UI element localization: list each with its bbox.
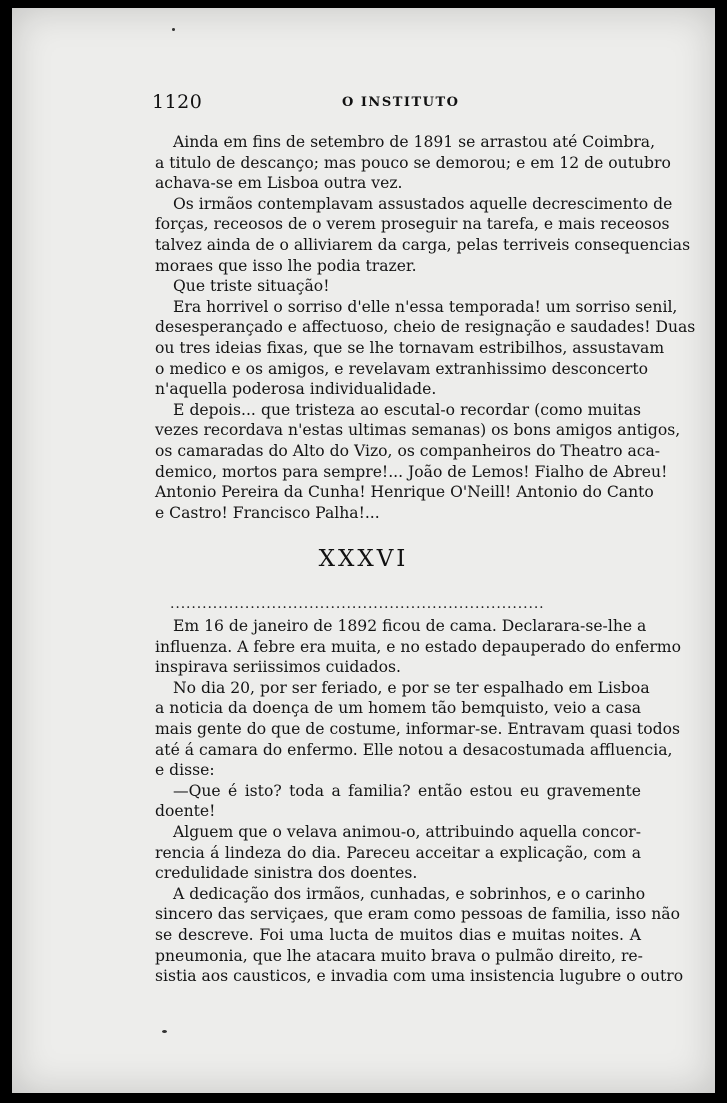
text-line: sincero das serviçaes, que eram como pessoas de familia, isso não [155,905,680,924]
dotted-separator: ...................................................................... [170,596,545,612]
text-line: inspirava seriissimos cuidados. [155,658,401,677]
text-line: Alguem que o velava animou-o, attribuindo aquella concor- [173,822,641,841]
text-line: a titulo de descanço; mas pouco se demorou; e em 12 de outubro [155,153,671,172]
text-line: influenza. A febre era muita, e no estado depauperado do enfermo [155,637,681,656]
text-line: e disse: [155,761,215,780]
ink-speck [172,28,175,31]
text-line: Era horrivel o sorriso d'elle n'essa temporada! um sorriso senil, [173,297,678,316]
text-line: forças, receosos de o verem proseguir na tarefa, e mais receosos [155,215,670,234]
text-line: Os irmãos contemplavam assustados aquelle decrescimento de [173,194,673,213]
text-line: rencia á lindeza do dia. Pareceu acceitar a explicação, com a [155,843,641,862]
text-line: desesperançado e affectuoso, cheio de resignação e saudades! Duas [155,318,696,337]
running-head [12,91,715,115]
text-line: demico, mortos para sempre!... João de Lemos! Fialho de Abreu! [155,462,668,481]
text-line: o medico e os amigos, e revelavam extranhissimo desconcerto [155,359,649,378]
text-line: achava-se em Lisboa outra vez. [155,174,403,193]
book-page [12,8,715,1093]
page-number: 1120 [152,91,203,113]
text-line: doente! [155,802,216,821]
text-line: n'aquella poderosa individualidade. [155,380,437,399]
text-line: credulidade sinistra dos doentes. [155,864,418,883]
running-title: O INSTITUTO [342,95,460,110]
chapter-heading: XXXVI [318,546,409,572]
text-line: —Que é isto? toda a familia? então estou eu gravemente [173,781,641,800]
text-line: A dedicação dos irmãos, cunhadas, e sobrinhos, e o carinho [173,884,646,903]
text-line: os camaradas do Alto do Vizo, os companheiros do Theatro aca- [155,441,661,460]
text-line: Em 16 de janeiro de 1892 ficou de cama. Declarara-se-lhe a [173,617,647,635]
text-line: Que triste situação! [173,277,330,296]
text-line: e Castro! Francisco Palha!... [155,503,380,522]
text-line: pneumonia, que lhe atacara muito brava o pulmão direito, re- [155,946,643,965]
text-line: No dia 20, por ser feriado, e por se ter espalhado em Lisboa [173,678,650,697]
text-line: moraes que isso lhe podia trazer. [155,256,417,275]
text-section-1 [155,132,696,523]
text-line: ou tres ideias fixas, que se lhe tornavam estribilhos, assustavam [155,338,665,357]
text-line: se descreve. Foi uma lucta de muitos dias e muitas noites. A [155,925,641,944]
text-line: mais gente do que de costume, informar-se. Entravam quasi todos [155,719,680,738]
text-line: E depois... que tristeza ao escutal-o recordar (como muitas [173,400,641,419]
text-line: talvez ainda de o alliviarem da carga, pelas terriveis consequencias [155,235,691,254]
text-line: vezes recordava n'estas ultimas semanas) os bons amigos antigos, [155,421,681,440]
text-line: Antonio Pereira da Cunha! Henrique O'Neill! Antonio do Canto [155,483,654,502]
ink-speck [162,1030,167,1033]
text-line: a noticia da doença de um homem tão bemquisto, veio a casa [155,699,641,718]
text-line: sistia aos causticos, e invadia com uma insistencia lugubre o outro [155,967,684,986]
text-section-2 [155,616,684,987]
text-line: Ainda em fins de setembro de 1891 se arrastou até Coimbra, [173,133,656,151]
text-line: até á camara do enfermo. Elle notou a desacostumada affluencia, [155,740,673,759]
